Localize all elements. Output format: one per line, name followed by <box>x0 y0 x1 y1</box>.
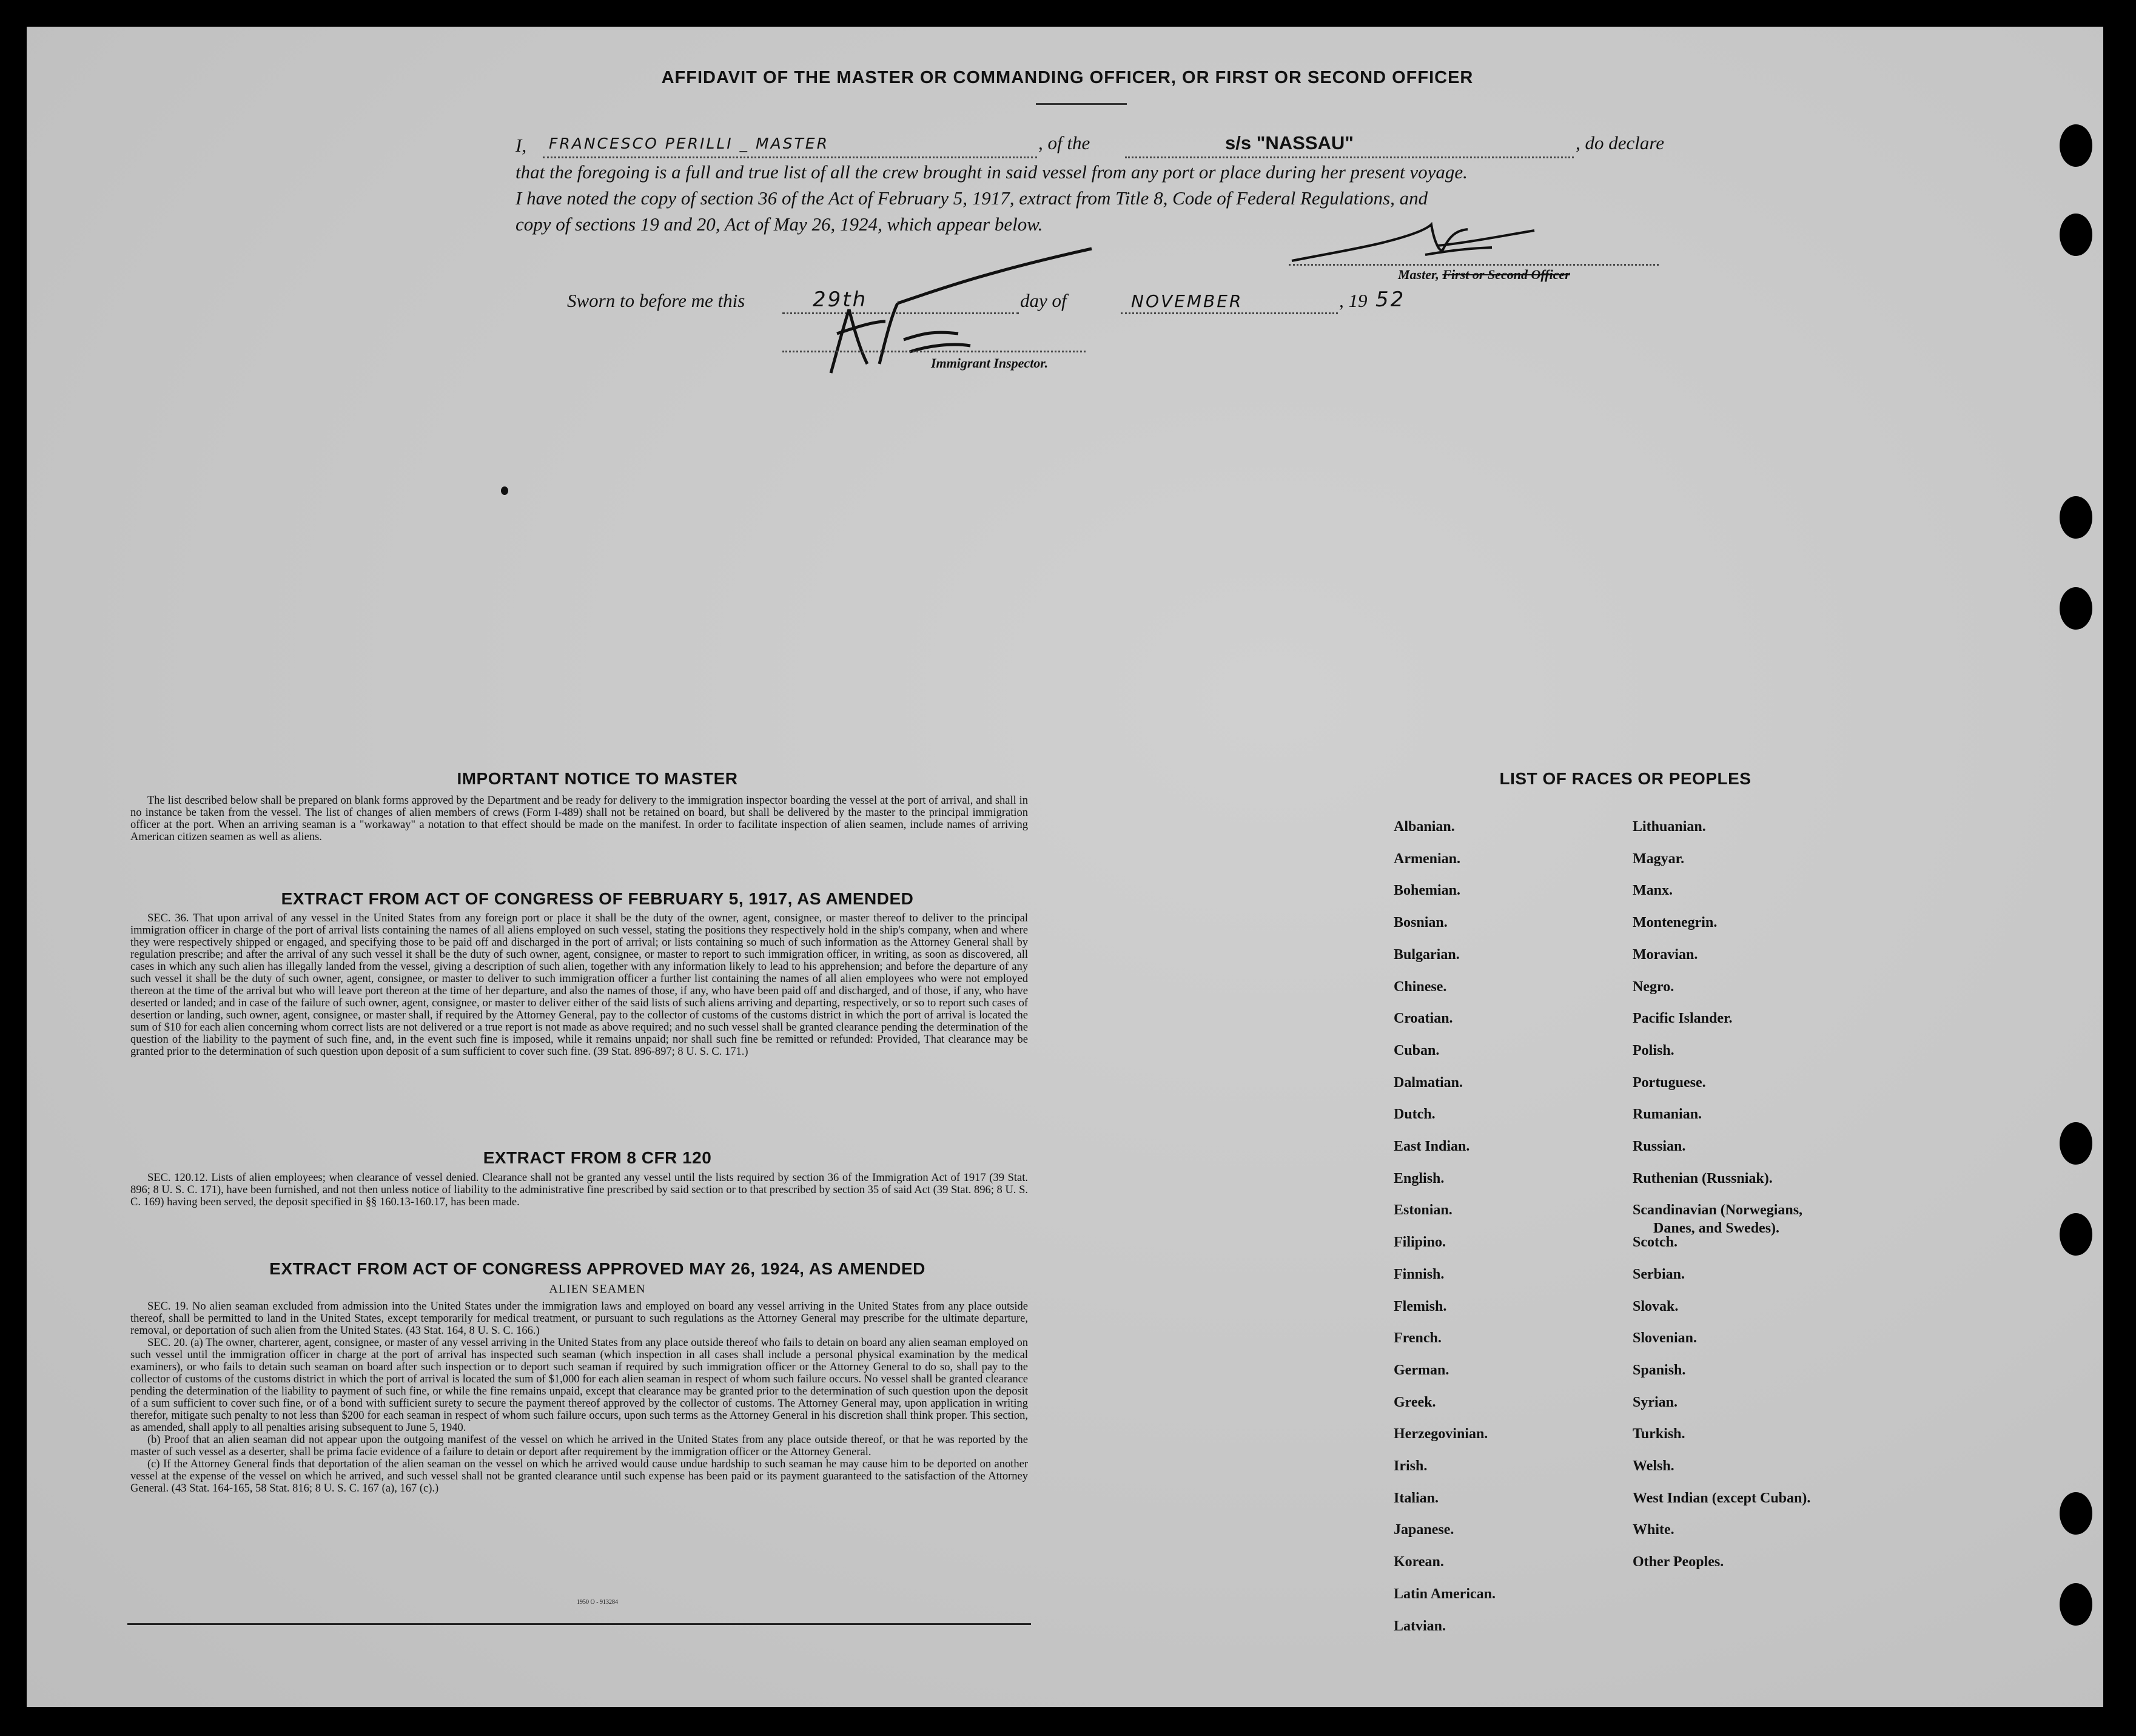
sworn-month: NOVEMBER <box>1131 291 1243 311</box>
vessel-name: s/s "NASSAU" <box>1225 132 1354 153</box>
race-list-item: Other Peoples. <box>1633 1554 1724 1570</box>
punch-hole <box>2060 1492 2092 1535</box>
race-list-item: Latin American. <box>1394 1586 1496 1602</box>
races-title: LIST OF RACES OR PEOPLES <box>1499 769 1751 788</box>
declaration-line-3: I have noted the copy of section 36 of the Act of February 5, 1917, extract from Title 8, Code of Federal Regulations, and <box>516 187 1428 209</box>
race-list-item: Greek. <box>1394 1395 1436 1410</box>
race-list-item: Armenian. <box>1394 851 1460 867</box>
race-list-item: Magyar. <box>1633 851 1685 867</box>
officer-name-line <box>543 156 1037 158</box>
inspector-signature-line <box>782 351 1086 352</box>
race-list-item: East Indian. <box>1394 1139 1470 1154</box>
struck-officer-label: First or Second Officer <box>1442 267 1570 282</box>
master-signature-line <box>1289 264 1659 266</box>
race-list-item: French. <box>1394 1330 1442 1346</box>
race-list-item: Pacific Islander. <box>1633 1011 1733 1026</box>
race-list-item: Finnish. <box>1394 1267 1445 1282</box>
race-list-item: Herzegovinian. <box>1394 1426 1488 1442</box>
race-list-item: Welsh. <box>1633 1458 1674 1474</box>
race-list-item: Turkish. <box>1633 1426 1685 1442</box>
race-list-item: Portuguese. <box>1633 1075 1706 1091</box>
extract-1917-body <box>130 912 1028 1058</box>
of-the-label: , of the <box>1038 132 1090 153</box>
race-list-item: Ruthenian (Russniak). <box>1633 1171 1773 1186</box>
race-list-item: Scandinavian (Norwegians, <box>1633 1202 1803 1218</box>
punch-hole <box>2060 1213 2092 1256</box>
race-list-item: Danes, and Swedes). <box>1653 1220 1780 1236</box>
notice-title: IMPORTANT NOTICE TO MASTER <box>457 769 738 788</box>
punch-hole <box>2060 587 2092 630</box>
race-list-item: Montenegrin. <box>1633 915 1718 930</box>
race-list-item: Scotch. <box>1633 1234 1678 1250</box>
race-list-item: Negro. <box>1633 979 1674 995</box>
race-list-item: Slovak. <box>1633 1299 1679 1314</box>
race-list-item: Cuban. <box>1394 1043 1440 1058</box>
sec20b-text: (b) Proof that an alien seaman did not appear upon the outgoing manifest of the vessel on which he arrived in the United States from any place outside thereof, or that he was reported by the master of such vessel as a deserter, shall be prima facie evidence of a failure to detain or deport after requirement by the immigration officer or the Attorney General. <box>130 1434 1028 1458</box>
extract-1917-text: SEC. 36. That upon arrival of any vessel in the United States from any foreign port or place it shall be the duty of the owner, agent, consignee, or master thereof to deliver to the principal immigration officer in charge of the port of arrival lists containing the names of all aliens employed on such vessel, stating the positions they respectively hold in the ship's company, when and where they were respectively shipped or engaged, and specifying those to be paid off and discharged in the port of arrival; or lists containing so much of such information as the Attorney General shall by regulation prescribe; and after the arrival of any such vessel it shall be the duty of such owner, agent, consignee, or master to report to such immigration officer, in writing, as soon as discovered, all cases in which any such alien has illegally landed from the vessel, giving a description of such alien, together with any information likely to lead to his apprehension; and before the departure of any such vessel it shall be the duty of such owner, agent, consignee, or master to deliver to such immigration officer a further list containing the names of all alien employees who were not employed thereon at the time of the arrival but who will leave port thereon at the time of her departure, and also the names of those, if any, who have been paid off and discharged, and of those, if any, who have deserted or landed; and in case of the failure of such owner, agent, consignee, or master to deliver either of the said lists of such aliens arriving and departing, respectively, or so to report such cases of desertion or landing, such owner, agent, consignee, or master shall, if required by the Attorney General, pay to the collector of customs of the customs district in which the port of arrival is located the sum of $10 for each alien concerning whom correct lists are not delivered or a true report is not made as above required; and no such vessel shall be granted clearance pending the determination of the question of the liability to the payment of such fine, and, in the event such fine is imposed, while it remains unpaid; nor shall such fine be remitted or refunded: Provided, That clearance may be granted prior to the determination of such question upon deposit of a sum sufficient to cover such fine. (39 Stat. 896-897; 8 U. S. C. 171.) <box>130 912 1028 1058</box>
race-list-item: Korean. <box>1394 1554 1444 1570</box>
extract-1917-title: EXTRACT FROM ACT OF CONGRESS OF FEBRUARY 5, 1917, AS AMENDED <box>281 889 914 908</box>
punch-hole <box>2060 1122 2092 1165</box>
punch-hole <box>2060 214 2092 256</box>
print-code: 1950 O - 913284 <box>576 1599 619 1606</box>
race-list-item: Dutch. <box>1394 1106 1436 1122</box>
extract-cfr-body <box>130 1172 1028 1208</box>
declaration-line-4: copy of sections 19 and 20, Act of May 26, 1924, which appear below. <box>516 214 1043 235</box>
race-list-item: Flemish. <box>1394 1299 1447 1314</box>
page-edge <box>2103 0 2136 1736</box>
sworn-day: 29th <box>813 288 868 312</box>
race-list-item: Rumanian. <box>1633 1106 1702 1122</box>
race-list-item: Filipino. <box>1394 1234 1446 1250</box>
race-list-item: German. <box>1394 1362 1449 1378</box>
declaration-line-2: that the foregoing is a full and true list of all the crew brought in said vessel from any port or place during her present voyage. <box>516 161 1468 183</box>
sec19-text: SEC. 19. No alien seaman excluded from admission into the United States under the immigration laws and employed on board any vessel arriving in the United States from any place outside thereof, shall be permitted to land in the United States, except temporarily for medical treatment, or pursuant to such regulations as the Attorney General may prescribe for the ultimate departure, removal, or deportation of such alien from the United States. (43 Stat. 164, 8 U. S. C. 166.) <box>130 1300 1028 1337</box>
ink-dot <box>501 486 508 495</box>
sec20c-text: (c) If the Attorney General finds that deportation of the alien seaman on the vessel on which he arrived would cause undue hardship to such seaman he may cause him to be deported on another vessel at the expense of the vessel on which he arrived, and such vessel shall not be granted clearance until such expense has been paid or its payment guaranteed to the satisfaction of the Attorney General. (43 Stat. 164-165, 58 Stat. 816; 8 U. S. C. 167 (a), 167 (c).) <box>130 1458 1028 1495</box>
race-list-item: Russian. <box>1633 1139 1686 1154</box>
race-list-item: White. <box>1633 1522 1674 1538</box>
race-list-item: Bohemian. <box>1394 883 1461 898</box>
race-list-item: West Indian (except Cuban). <box>1633 1490 1811 1506</box>
punch-hole <box>2060 496 2092 539</box>
inspector-label: Immigrant Inspector. <box>931 355 1049 371</box>
year-prefix: , 19 <box>1339 290 1368 311</box>
punch-hole <box>2060 124 2092 167</box>
race-list-item: Albanian. <box>1394 819 1455 835</box>
race-list-item: Bulgarian. <box>1394 947 1460 963</box>
extract-1924-title: EXTRACT FROM ACT OF CONGRESS APPROVED MAY 26, 1924, AS AMENDED <box>269 1259 925 1278</box>
vessel-name-line <box>1125 156 1574 158</box>
race-list-item: Croatian. <box>1394 1011 1453 1026</box>
race-list-item: Irish. <box>1394 1458 1428 1474</box>
notice-body <box>130 795 1028 843</box>
sworn-label: Sworn to before me this <box>567 290 745 311</box>
title-rule <box>1036 103 1127 105</box>
race-list-item: Japanese. <box>1394 1522 1454 1538</box>
sworn-month-line <box>1121 312 1338 314</box>
race-list-item: Polish. <box>1633 1043 1674 1058</box>
race-list-item: Manx. <box>1633 883 1673 898</box>
extract-1924-body <box>130 1300 1028 1495</box>
race-list-item: Dalmatian. <box>1394 1075 1463 1091</box>
race-list-item: English. <box>1394 1171 1445 1186</box>
race-list-item: Chinese. <box>1394 979 1447 995</box>
affidavit-title: AFFIDAVIT OF THE MASTER OR COMMANDING OFFICER, OR FIRST OR SECOND OFFICER <box>661 68 1474 87</box>
race-list-item: Estonian. <box>1394 1202 1453 1218</box>
race-list-item: Syrian. <box>1633 1395 1678 1410</box>
i-label: I, <box>516 135 527 156</box>
alien-seamen-subtitle: ALIEN SEAMEN <box>549 1282 646 1296</box>
punch-hole <box>2060 1583 2092 1626</box>
year-suffix: 52 <box>1375 288 1406 312</box>
race-list-item: Serbian. <box>1633 1267 1685 1282</box>
master-label: Master, First or Second Officer <box>1398 267 1570 282</box>
notice-text: The list described below shall be prepared on blank forms approved by the Department and be ready for delivery to the immigration inspector boarding the vessel at the port of arrival, and shall in no instance be taken from the vessel. The list of changes of alien members of crews (Form I-489) shall not be retained on board, but shall be delivered by the master to the principal immigration officer at the port. When an arriving seaman is a "workaway" a notation to that effect should be made on the manifest. In order to facilitate inspection of alien seamen, include names of arriving American citizen seamen as well as aliens. <box>130 795 1028 843</box>
race-list-item: Latvian. <box>1394 1618 1446 1634</box>
race-list-item: Italian. <box>1394 1490 1439 1506</box>
extract-cfr-title: EXTRACT FROM 8 CFR 120 <box>483 1148 712 1167</box>
sec20a-text: SEC. 20. (a) The owner, charterer, agent, consignee, or master of any vessel arriving in the United States from any place outside thereof who fails to detain on board any alien seaman employed on such vessel until the immigration officer in charge at the port of arrival has inspected such seaman (which inspection in all cases shall include a personal physical examination by the medical examiners), or who fails to detain such seaman on board after such inspection or to deport such seaman if required by such immigration officer or the Attorney General to do so, shall pay to the collector of customs of the customs district in which the port of arrival is located the sum of $1,000 for each alien seaman in respect of whom such failure occurs. No vessel shall be granted clearance pending the determination of the liability to payment of such fine, or while the fine remains unpaid, except that clearance may be granted prior to the determination of such question upon the deposit of a sum sufficient to cover such fine, or of a bond with sufficient surety to secure the payment thereof approved by the collector of customs. The Attorney General may, upon application in writing therefor, mitigate such penalty to not less than $200 for each seaman in respect of whom such failure occurs, upon such terms as the Attorney General in his discretion shall think proper. This section, as amended, shall apply to all penalties arising subsequent to June 5, 1940. <box>130 1337 1028 1434</box>
race-list-item: Bosnian. <box>1394 915 1448 930</box>
race-list-item: Moravian. <box>1633 947 1698 963</box>
day-of-label: day of <box>1020 290 1067 311</box>
officer-name: FRANCESCO PERILLI _ MASTER <box>549 135 829 152</box>
extract-cfr-text: SEC. 120.12. Lists of alien employees; when clearance of vessel denied. Clearance shall not be granted any vessel until the lists required by section 36 of the Immigration Act of 1917 (39 Stat. 896; 8 U. S. C. 171), have been furnished, and not then unless notice of liability to the administrative fine prescribed by said section or to that prescribed by section 35 of said Act (39 Stat. 896; 8 U. S. C. 169) having been served, the deposit specified in §§ 160.13-160.17, has been made. <box>130 1172 1028 1208</box>
race-list-item: Lithuanian. <box>1633 819 1706 835</box>
bottom-rule <box>127 1623 1031 1625</box>
race-list-item: Spanish. <box>1633 1362 1686 1378</box>
do-declare-label: , do declare <box>1576 132 1665 153</box>
race-list-item: Slovenian. <box>1633 1330 1698 1346</box>
